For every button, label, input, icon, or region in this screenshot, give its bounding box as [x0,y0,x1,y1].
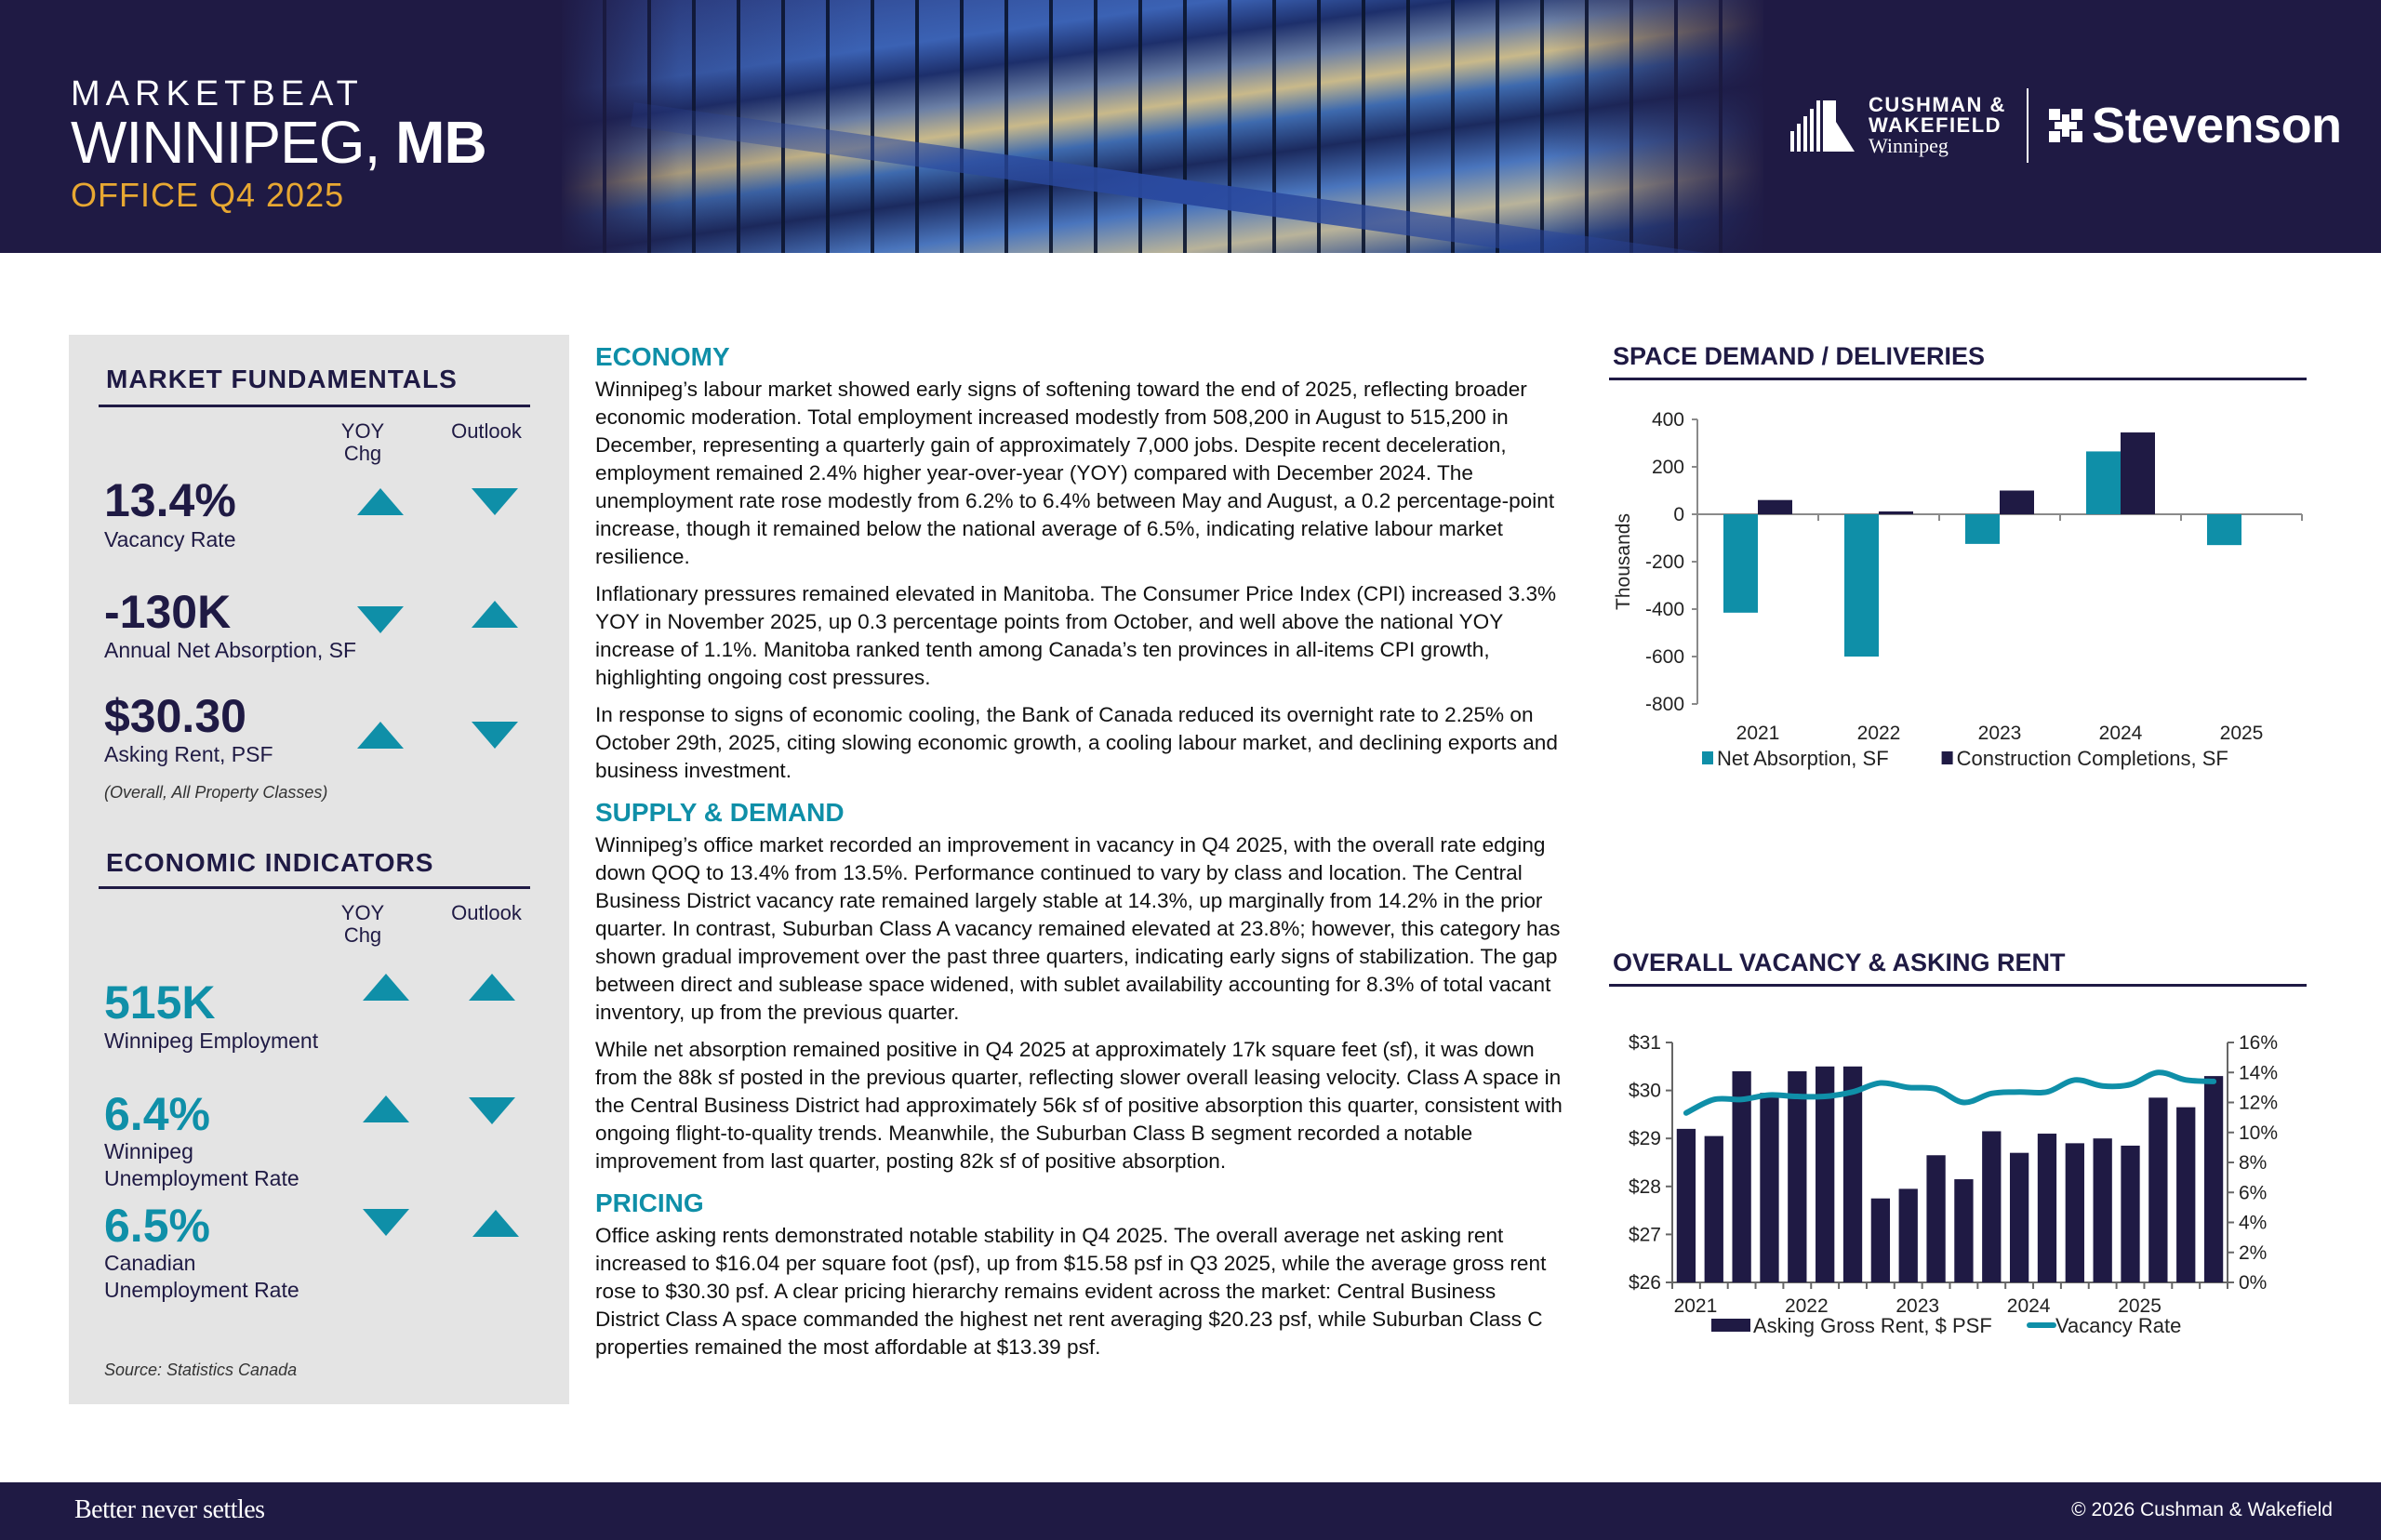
rent-outlook-arrow-icon [472,722,518,749]
report-subtitle: OFFICE Q4 2025 [71,176,345,214]
employment-outlook-arrow-icon [469,974,515,1001]
x-tick-label: 2024 [2098,723,2143,744]
chart-title: SPACE DEMAND / DELIVERIES [1613,342,1986,370]
y-tick-label: -200 [1644,551,1684,573]
section-pricing [595,1185,1563,1361]
legend-swatch [1942,751,1953,764]
left-y-tick-label: $30 [1628,1080,1661,1102]
canadian-unemployment-label-2: Unemployment Rate [104,1278,299,1302]
bar-asking-rent [1677,1129,1696,1282]
bar-construction-completions [1758,500,1792,514]
city-name: WINNIPEG, [71,109,380,176]
col-head-yoy-line2: Chg [343,442,382,465]
market-fundamentals-title: MARKET FUNDAMENTALS [106,365,458,393]
y-tick-label: -600 [1644,646,1684,668]
bar-asking-rent [1954,1179,1973,1282]
employment-label: Winnipeg Employment [104,1029,319,1053]
bar-asking-rent [1871,1199,1890,1282]
cushman-wakefield-building-icon [1790,100,1856,152]
net-absorption-label: Annual Net Absorption, SF [104,638,357,662]
vacancy-outlook-arrow-icon [472,488,518,515]
paragraph: Office asking rents demonstrated notable stability in Q4 2025. The overall average net asking rent increased to $16.04 per square foot (psf), up from $15.58 psf in Q3 2025, while the average gross rent rose to $30.30 psf. A clear pricing hierarchy remains evident across the market: Central Business District Class A space commanded the highest net rent averaging $20.23 psf, while Suburban Class C properties remained the most affordable at $13.39 psf. [595,1224,1547,1359]
rent-yoy-arrow-icon [357,722,404,749]
y-tick-label: 200 [1651,457,1684,478]
x-tick-label: 2021 [1736,723,1780,744]
winnipeg-unemployment-yoy-arrow-icon [363,1095,409,1122]
employment-value: 515K [104,976,216,1029]
province-code: MB [395,109,486,176]
bar-asking-rent [2176,1108,2195,1282]
report-kicker: MARKETBEAT [71,74,364,113]
bar-asking-rent [2094,1138,2112,1282]
cushman-wakefield-logo [1869,95,2006,156]
bar-asking-rent [2204,1076,2223,1282]
report-city [71,109,486,176]
econ-col-head-yoy-line2: Chg [343,923,382,947]
section-heading: PRICING [595,1188,704,1217]
main-content [595,339,1563,1371]
col-head-yoy-line1: YOY [340,419,385,443]
x-tick-label: 2025 [2118,1295,2162,1317]
section-heading: ECONOMY [595,342,730,371]
space-demand-chart-block [1609,340,2307,780]
market-fundamentals-rule [99,405,530,407]
chart-title: OVERALL VACANCY & ASKING RENT [1613,949,2066,976]
absorption-outlook-arrow-icon [472,601,518,628]
right-y-tick-label: 8% [2239,1152,2268,1174]
section-supply-demand [595,794,1563,1175]
x-tick-label: 2023 [1977,723,2022,744]
left-y-tick-label: $28 [1628,1175,1661,1198]
section-economy [595,339,1563,785]
bar-asking-rent [1760,1093,1778,1282]
y-tick-label: 0 [1673,504,1684,525]
y-axis-title: Thousands [1613,513,1634,610]
bar-asking-rent [1843,1067,1862,1282]
space-demand-chart [1609,380,2307,780]
winnipeg-unemployment-outlook-arrow-icon [469,1097,515,1124]
vacancy-rent-chart [1609,987,2307,1396]
paragraph: Winnipeg’s office market recorded an improvement in vacancy in Q4 2025, with the overall rate edging down QOQ to 13.4% from 13.5%. Performance continued to vary by class and location. The Central Business District vacancy rate remained largely stable at 14.3%, up marginally from 14.2% in the prior quarter. In contrast, Suburban Class A vacancy remained elevated at 23.8%; however, this category has shown gradual improvement over the past three quarters, indicating early signs of stabilization. The gap between direct and sublease space widened, with sublet availability accounting for 8.3% of total vacant inventory, up from the previous quarter. [595,833,1561,1024]
x-tick-label: 2022 [1856,723,1901,744]
economic-indicators-rule [99,886,530,889]
report-title-block [71,76,486,216]
legend-label: Net Absorption, SF [1717,747,1889,770]
logo-cw-line1: CUSHMAN & [1869,93,2006,116]
bar-construction-completions [1879,511,1913,514]
canadian-unemployment-value: 6.5% [104,1200,210,1252]
logo-cw-city: Winnipeg [1869,134,1949,157]
bar-asking-rent [1705,1136,1723,1282]
winnipeg-unemployment-value: 6.4% [104,1088,210,1140]
bar-net-absorption [2086,451,2121,514]
paragraph: While net absorption remained positive in Q4 2025 at approximately 17k square feet (sf), it was down from the 88k sf posted in the previous quarter, reflecting slower overall leasing velocity. Class A space in the Central Business District had approximately 56k sf of positive absorption this quarter, consistent with ongoing flight-to-quality trends. Meanwhile, the Suburban Class B segment recorded a notable improvement from last quarter, posting 82k sf of positive absorption. [595,1038,1563,1173]
col-head-yoy [339,420,387,465]
canadian-unemployment-yoy-arrow-icon [363,1209,409,1236]
sidebar-panel [69,335,569,1404]
right-y-tick-label: 0% [2239,1272,2268,1294]
vacancy-rate-value: 13.4% [104,474,236,526]
x-tick-label: 2022 [1784,1295,1829,1317]
footer-tagline: Better never settles [74,1495,265,1524]
logo-divider [2027,88,2029,163]
legend-swatch-rent [1711,1319,1750,1332]
footer-copyright: © 2026 Cushman & Wakefield [2071,1499,2333,1520]
asking-rent-label: Asking Rent, PSF [104,742,273,766]
x-tick-label: 2021 [1673,1295,1718,1317]
x-tick-label: 2025 [2219,723,2264,744]
bar-asking-rent [1982,1131,2001,1282]
page-header [0,0,2381,253]
bar-asking-rent [2148,1097,2167,1282]
brand-logos [1790,88,2342,163]
canadian-unemployment-label-1: Canadian [104,1251,196,1275]
asking-rent-value: $30.30 [104,690,246,742]
econ-col-head-outlook: Outlook [451,901,522,924]
left-y-tick-label: $29 [1628,1128,1661,1150]
winnipeg-unemployment-label-2: Unemployment Rate [104,1166,299,1190]
left-y-tick-label: $31 [1628,1032,1661,1054]
col-head-outlook: Outlook [451,419,522,443]
vacancy-rate-label: Vacancy Rate [104,527,236,551]
y-tick-label: -400 [1644,599,1684,620]
legend-label-rent: Asking Gross Rent, $ PSF [1753,1314,1992,1337]
employment-yoy-arrow-icon [363,974,409,1001]
bar-asking-rent [1732,1071,1750,1282]
legend-label-vacancy: Vacancy Rate [2055,1314,2182,1337]
bar-net-absorption [2207,514,2241,545]
stevenson-cross-icon [2049,109,2082,142]
paragraph: In response to signs of economic cooling, the Bank of Canada reduced its overnight rate to 2.25% on October 29th, 2025, citing slowing economic growth, a cooling labour market, and declining exports and business investment. [595,703,1558,782]
legend-swatch [1702,751,1713,764]
right-y-tick-label: 2% [2239,1241,2268,1264]
bar-asking-rent [1788,1071,1806,1282]
bar-asking-rent [2038,1134,2056,1282]
page-footer [0,1482,2381,1540]
right-y-tick-label: 16% [2239,1032,2279,1054]
paragraph: Winnipeg’s labour market showed early signs of softening toward the end of 2025, reflecting broader economic moderation. Total employment increased modestly from 508,200 in August to 515,200 in December, representing a quarterly gain of approximately 7,000 jobs. Despite recent deceleration, employment remained 2.4% higher year-over-year (YOY) compared with December 2024. The unemployment rate rose modestly from 6.2% to 6.4% between May and August, a 0.2 percentage-point increase, though it remained below the national average of 6.5%, indicating relative labour market resilience. [595,378,1555,568]
economic-indicators-title: ECONOMIC INDICATORS [106,848,434,877]
right-y-tick-label: 6% [2239,1182,2268,1204]
bar-asking-rent [1926,1155,1945,1282]
vacancy-rent-chart-block [1609,947,2307,1396]
stevenson-logo: Stevenson [2091,98,2342,153]
bar-asking-rent [2010,1153,2029,1282]
section-heading: SUPPLY & DEMAND [595,798,845,827]
economic-source: Source: Statistics Canada [104,1361,298,1379]
x-tick-label: 2023 [1895,1295,1940,1317]
paragraph: Inflationary pressures remained elevated in Manitoba. The Consumer Price Index (CPI) increased 3.3% YOY in November 2025, up 0.3 percentage points from October, and well above the national YOY increase of 1.1%. Manitoba ranked tenth among Canada’s ten provinces in all-items CPI growth, highlighting ongoing cost pressures. [595,582,1557,689]
right-y-tick-label: 10% [2239,1122,2279,1144]
bar-net-absorption [1844,514,1879,657]
winnipeg-unemployment-label-1: Winnipeg [104,1139,193,1163]
bar-asking-rent [2121,1146,2139,1282]
bar-net-absorption [1965,514,2000,544]
y-tick-label: 400 [1651,409,1684,431]
bar-construction-completions [2000,491,2034,515]
right-y-tick-label: 12% [2239,1092,2279,1114]
econ-col-head-yoy [339,902,387,947]
right-y-tick-label: 4% [2239,1212,2268,1234]
absorption-yoy-arrow-icon [357,606,404,633]
legend-label: Construction Completions, SF [1956,747,2228,770]
fundamentals-note: (Overall, All Property Classes) [104,783,328,802]
x-tick-label: 2024 [2006,1295,2051,1317]
left-y-tick-label: $27 [1628,1224,1661,1246]
left-y-tick-label: $26 [1628,1272,1661,1294]
econ-col-head-yoy-line1: YOY [340,901,385,924]
canadian-unemployment-outlook-arrow-icon [472,1210,519,1237]
logo-cw-line2: WAKEFIELD [1869,113,2002,137]
bar-asking-rent [1899,1188,1918,1282]
right-y-tick-label: 14% [2239,1062,2279,1084]
net-absorption-value: -130K [104,586,232,638]
bar-construction-completions [2121,432,2155,514]
bar-asking-rent [2066,1143,2084,1282]
y-tick-label: -800 [1644,694,1684,715]
bar-net-absorption [1723,514,1758,613]
vacancy-yoy-arrow-icon [357,488,404,515]
